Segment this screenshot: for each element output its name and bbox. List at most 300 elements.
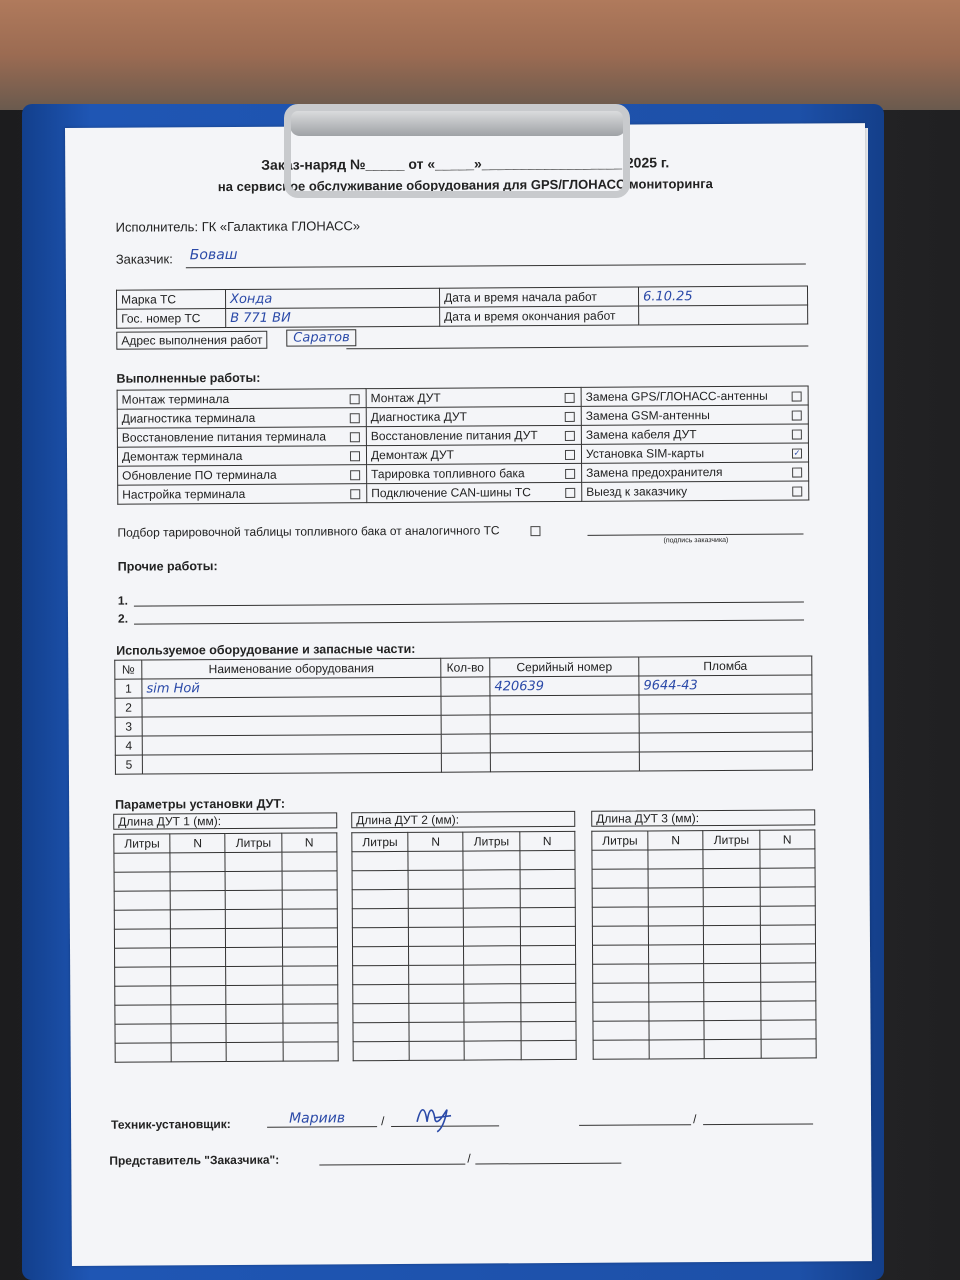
dut-row	[592, 849, 815, 869]
dut-cell[interactable]	[283, 1004, 338, 1023]
dut-header-cell: N	[282, 833, 337, 852]
dut-cell[interactable]	[593, 1040, 649, 1059]
customer-label: Заказчик:	[115, 251, 173, 267]
dut-cell[interactable]	[115, 986, 171, 1005]
dut-table	[113, 832, 338, 1062]
dut-group-title: Длина ДУТ 3 (мм):	[591, 809, 815, 826]
work-item-checkbox[interactable]	[565, 488, 575, 498]
dut-cell[interactable]	[520, 888, 575, 907]
equipment-cell	[490, 695, 639, 715]
dut-header-cell: Литры	[352, 832, 408, 851]
plate-label: Гос. номер ТС	[117, 309, 226, 329]
dut-cell[interactable]	[520, 907, 575, 926]
dut-cell[interactable]	[464, 1003, 520, 1022]
dut-cell[interactable]	[464, 946, 520, 965]
work-item-checkbox[interactable]	[350, 413, 360, 423]
dut-row	[353, 983, 576, 1003]
dut-cell[interactable]	[704, 906, 760, 925]
work-item-checkbox[interactable]	[565, 450, 575, 460]
works-row	[118, 481, 809, 504]
other-line-2	[134, 619, 804, 624]
dut-group-title: Длина ДУТ 2 (мм):	[351, 811, 575, 828]
rep-label: Представитель "Заказчика":	[109, 1152, 280, 1168]
dut-row	[115, 966, 338, 986]
address-line	[346, 345, 808, 349]
dut-cell[interactable]	[649, 945, 704, 964]
work-item-checkbox[interactable]	[350, 394, 360, 404]
dut-row	[593, 1020, 816, 1040]
customer-value: Боваш	[189, 246, 238, 264]
dut-row	[353, 945, 576, 965]
dut-cell[interactable]	[592, 850, 648, 869]
dut-row	[115, 947, 338, 967]
dut-cell[interactable]	[115, 948, 171, 967]
dut-row	[593, 944, 816, 964]
work-item-label: Выезд к заказчику	[586, 484, 688, 499]
dut-row	[593, 1001, 816, 1021]
equipment-cell: 4	[115, 736, 142, 755]
dut-cell[interactable]	[226, 871, 282, 890]
dut-cell[interactable]	[760, 925, 815, 944]
work-item-label: Восстановление питания ДУТ	[370, 428, 538, 444]
dut-cell[interactable]	[464, 1022, 520, 1041]
brand-value: Хонда	[225, 288, 439, 308]
dut-cell[interactable]	[704, 1020, 760, 1039]
dut-row	[115, 1023, 338, 1043]
dut-cell[interactable]	[353, 1041, 409, 1060]
work-item-label: Установка SIM-карты	[585, 446, 705, 461]
dut-cell[interactable]	[465, 1041, 521, 1060]
executor-row	[116, 218, 361, 234]
dut-cell[interactable]	[353, 984, 409, 1003]
dut-row	[592, 868, 815, 888]
dut-row	[114, 909, 337, 929]
dut-cell[interactable]	[760, 982, 815, 1001]
dut-row	[593, 1039, 816, 1059]
dut-cell[interactable]	[649, 1002, 704, 1021]
dut-cell[interactable]	[761, 1020, 816, 1039]
dut-cell[interactable]	[520, 964, 575, 983]
dut-cell[interactable]	[114, 891, 170, 910]
work-item-checkbox[interactable]	[350, 432, 360, 442]
calib-label: Подбор тарировочной таблицы топливного бака от аналогичного ТС	[117, 523, 500, 540]
equipment-header-cell: Кол-во	[441, 658, 490, 677]
dut-row	[352, 907, 575, 927]
dut-cell[interactable]	[593, 983, 649, 1002]
address-label: Адрес выполнения работ	[116, 331, 267, 350]
work-item	[581, 443, 808, 463]
equipment-cell	[441, 753, 490, 772]
start-value: 6.10.25	[638, 286, 807, 306]
end-value	[639, 305, 808, 325]
equipment-header-cell: Пломба	[639, 656, 812, 676]
dut-row	[593, 963, 816, 983]
dut-cell[interactable]	[649, 983, 704, 1002]
dut-cell[interactable]	[409, 946, 464, 965]
dut-header-cell: Литры	[225, 833, 281, 852]
work-item-label: Замена предохранителя	[586, 464, 723, 480]
dut-cell[interactable]	[225, 852, 281, 871]
dut-header-cell: Литры	[592, 831, 648, 850]
rep-slash: /	[467, 1151, 471, 1166]
dut-row	[592, 925, 815, 945]
work-item-checkbox[interactable]	[565, 393, 575, 403]
dut-cell[interactable]	[704, 925, 760, 944]
dut-cell[interactable]	[593, 945, 649, 964]
dut-cell[interactable]	[115, 1043, 171, 1062]
dut-cell[interactable]	[282, 871, 337, 890]
dut-cell[interactable]	[649, 907, 704, 926]
dut-group-title: Длина ДУТ 1 (мм):	[113, 812, 337, 829]
brand-label: Марка ТС	[116, 290, 225, 310]
equipment-cell	[639, 751, 812, 771]
dut-cell[interactable]	[704, 887, 760, 906]
dut-row	[353, 1021, 576, 1041]
dut-cell[interactable]	[352, 851, 408, 870]
dut-cell[interactable]	[520, 983, 575, 1002]
dut-header-cell: N	[648, 831, 703, 850]
dut-cell[interactable]	[114, 929, 170, 948]
dut-cell[interactable]	[353, 1022, 409, 1041]
end-label: Дата и время окончания работ	[440, 306, 639, 326]
executor-value: ГК «Галактика ГЛОНАСС»	[201, 218, 361, 235]
dut-cell[interactable]	[282, 947, 337, 966]
work-item	[117, 427, 366, 448]
background-ground	[0, 0, 960, 110]
work-item	[117, 389, 366, 410]
dut-cell[interactable]	[282, 928, 337, 947]
dut-cell[interactable]	[464, 965, 520, 984]
dut-header-cell: Литры	[114, 834, 170, 853]
dut-cell[interactable]	[226, 985, 282, 1004]
equipment-cell	[639, 713, 812, 733]
dut-cell[interactable]	[760, 963, 815, 982]
dut-cell[interactable]	[282, 852, 337, 871]
dut-row	[592, 887, 815, 907]
equipment-cell	[142, 753, 441, 774]
dut-cell[interactable]	[282, 890, 337, 909]
dut-cell[interactable]	[409, 1003, 464, 1022]
dut-row	[115, 1042, 338, 1062]
calib-checkbox[interactable]	[531, 526, 541, 536]
equipment-cell	[441, 677, 490, 696]
dut-cell[interactable]	[464, 870, 520, 889]
work-item-label: Демонтаж ДУТ	[370, 447, 455, 463]
dut-cell[interactable]	[704, 1001, 760, 1020]
dut-cell[interactable]	[408, 889, 463, 908]
dut-cell[interactable]	[282, 909, 337, 928]
dut-cell[interactable]	[592, 926, 648, 945]
dut-header-cell: Литры	[703, 830, 759, 849]
dut-cell[interactable]	[352, 927, 408, 946]
equipment-title: Используемое оборудование и запасные части:	[116, 641, 416, 658]
dut-cell[interactable]	[520, 869, 575, 888]
dut-cell[interactable]	[463, 851, 519, 870]
work-item	[366, 444, 581, 464]
dut-cell[interactable]	[115, 967, 171, 986]
dut-row	[353, 1040, 576, 1060]
work-item-checkbox[interactable]	[565, 412, 575, 422]
dut-cell[interactable]	[352, 870, 408, 889]
dut-cell[interactable]	[593, 1021, 649, 1040]
dut-cell[interactable]	[592, 907, 648, 926]
address-value: Саратов	[286, 329, 357, 346]
dut-cell[interactable]	[353, 1003, 409, 1022]
dut-cell[interactable]	[464, 984, 520, 1003]
customer-sign-caption: (подпись заказчика)	[663, 536, 729, 545]
dut-cell[interactable]	[171, 986, 226, 1005]
work-item-checkbox[interactable]	[792, 411, 802, 421]
equipment-cell	[142, 715, 441, 736]
dut-cell[interactable]	[226, 1004, 282, 1023]
dut-row	[114, 928, 337, 948]
equipment-header-cell: Наименование оборудования	[142, 658, 441, 679]
dut-row	[114, 890, 337, 910]
dut-header-cell: N	[408, 832, 463, 851]
dut-cell[interactable]	[170, 853, 225, 872]
second-name-line	[579, 1124, 691, 1126]
work-item	[367, 463, 582, 483]
dut-cell[interactable]	[593, 1002, 649, 1021]
dut-cell[interactable]	[760, 868, 815, 887]
dut-cell[interactable]	[115, 1005, 171, 1024]
equipment-cell: 9644-43	[639, 675, 812, 695]
dut-cell[interactable]	[171, 910, 226, 929]
metal-clip	[284, 104, 630, 198]
dut-cell[interactable]	[408, 870, 463, 889]
equipment-cell	[441, 715, 490, 734]
work-item-checkbox[interactable]	[350, 451, 360, 461]
equipment-cell	[142, 696, 441, 717]
dut-cell[interactable]	[352, 908, 408, 927]
equipment-header-cell: №	[115, 660, 142, 679]
work-item-checkbox[interactable]	[792, 392, 802, 402]
work-item-label: Восстановление питания терминала	[121, 429, 327, 445]
dut-row	[352, 869, 575, 889]
dut-cell[interactable]	[760, 849, 815, 868]
dut-row	[592, 906, 815, 926]
dut-cell[interactable]	[592, 888, 648, 907]
equipment-row	[115, 751, 812, 774]
dut-cell[interactable]	[171, 948, 226, 967]
dut-cell[interactable]	[114, 872, 170, 891]
dut-cell[interactable]	[593, 964, 649, 983]
dut-cell[interactable]	[170, 891, 225, 910]
work-order-sheet	[65, 123, 872, 1266]
dut-cell[interactable]	[704, 982, 760, 1001]
work-item	[581, 405, 808, 425]
works-table	[117, 385, 810, 504]
dut-cell[interactable]	[704, 868, 760, 887]
work-item	[118, 465, 367, 486]
work-item-label: Диагностика ДУТ	[370, 409, 467, 425]
dut-cell[interactable]	[521, 1021, 576, 1040]
start-label: Дата и время начала работ	[439, 287, 638, 307]
work-item	[366, 406, 581, 426]
dut-row	[352, 926, 575, 946]
dut-cell[interactable]	[648, 869, 703, 888]
dut-cell[interactable]	[115, 1024, 171, 1043]
dut-cell[interactable]	[226, 890, 282, 909]
dut-cell[interactable]	[648, 850, 703, 869]
dut-row	[352, 850, 575, 870]
dut-cell[interactable]	[226, 909, 282, 928]
dut-cell[interactable]	[283, 1023, 338, 1042]
dut-cell[interactable]	[282, 985, 337, 1004]
dut-title: Параметры установки ДУТ:	[115, 796, 286, 812]
dut-cell[interactable]	[353, 946, 409, 965]
work-item-checkbox[interactable]	[792, 430, 802, 440]
dut-cell[interactable]	[226, 966, 282, 985]
equipment-cell	[490, 752, 639, 772]
dut-row	[353, 1002, 576, 1022]
dut-cell[interactable]	[520, 945, 575, 964]
equipment-cell	[142, 734, 441, 755]
dut-row	[353, 964, 576, 984]
dut-cell[interactable]	[409, 1041, 464, 1060]
work-item-checkbox[interactable]	[565, 469, 575, 479]
equipment-cell: 3	[115, 717, 142, 736]
dut-cell[interactable]	[409, 965, 464, 984]
dut-cell[interactable]	[114, 910, 170, 929]
dut-cell[interactable]	[649, 1040, 704, 1059]
dut-cell[interactable]	[171, 1043, 226, 1062]
dut-cell[interactable]	[521, 1040, 576, 1059]
work-item	[581, 386, 808, 406]
equipment-cell	[639, 694, 812, 714]
work-item-checkbox[interactable]	[792, 487, 802, 497]
dut-cell[interactable]	[226, 947, 282, 966]
equipment-header-cell: Серийный номер	[490, 657, 639, 677]
dut-cell[interactable]	[409, 984, 464, 1003]
dut-cell[interactable]	[464, 927, 520, 946]
work-item	[366, 387, 581, 407]
dut-row	[352, 888, 575, 908]
dut-cell[interactable]	[464, 889, 520, 908]
dut-cell[interactable]	[409, 1022, 464, 1041]
dut-cell[interactable]	[171, 929, 226, 948]
second-sign-line	[703, 1123, 813, 1125]
tech-label: Техник-установщик:	[111, 1117, 231, 1132]
dut-cell[interactable]	[703, 849, 759, 868]
second-slash: /	[693, 1112, 697, 1127]
dut-cell[interactable]	[171, 1024, 226, 1043]
work-item-label: Диагностика терминала	[121, 410, 256, 426]
work-item-label: Монтаж терминала	[121, 392, 230, 407]
dut-cell[interactable]	[520, 926, 575, 945]
dut-cell[interactable]	[592, 869, 648, 888]
work-item-label: Монтаж ДУТ	[370, 390, 441, 406]
dut-cell[interactable]	[408, 851, 463, 870]
dut-cell[interactable]	[409, 908, 464, 927]
work-item-label: Тарировка топливного бака	[371, 466, 525, 482]
dut-cell[interactable]	[521, 1002, 576, 1021]
dut-cell[interactable]	[464, 908, 520, 927]
dut-row	[114, 852, 337, 872]
dut-header-cell: N	[170, 834, 225, 853]
dut-cell[interactable]	[283, 1042, 338, 1061]
dut-cell[interactable]	[170, 872, 225, 891]
customer-line	[186, 263, 806, 268]
dut-cell[interactable]	[353, 965, 409, 984]
dut-cell[interactable]	[114, 853, 170, 872]
dut-cell[interactable]	[520, 850, 575, 869]
work-item-label: Настройка терминала	[122, 486, 246, 502]
work-item-label: Замена GPS/ГЛОНАСС-антенны	[585, 388, 768, 404]
dut-cell[interactable]	[226, 1023, 282, 1042]
work-item	[582, 481, 809, 501]
dut-cell[interactable]	[760, 906, 815, 925]
dut-row	[115, 1004, 338, 1024]
dut-cell[interactable]	[761, 1039, 816, 1058]
dut-cell[interactable]	[171, 1005, 226, 1024]
plate-value: В 771 ВИ	[226, 307, 440, 327]
dut-cell[interactable]	[760, 887, 815, 906]
dut-cell[interactable]	[226, 928, 282, 947]
equipment-cell: 5	[115, 755, 142, 774]
work-item-label: Обновление ПО терминала	[122, 467, 277, 483]
work-item-checkbox[interactable]	[350, 489, 360, 499]
work-item-checkbox[interactable]: ✓	[793, 448, 801, 458]
work-item-checkbox[interactable]	[792, 468, 802, 478]
dut-cell[interactable]	[705, 1039, 761, 1058]
equipment-cell	[441, 696, 490, 715]
dut-cell[interactable]	[704, 963, 760, 982]
dut-row	[593, 982, 816, 1002]
other-line-1	[134, 601, 804, 606]
work-item	[367, 482, 582, 502]
other-item-2: 2.	[117, 611, 129, 626]
dut-cell[interactable]	[760, 944, 815, 963]
dut-cell[interactable]	[704, 944, 760, 963]
dut-cell[interactable]	[409, 927, 464, 946]
work-item-checkbox[interactable]	[565, 431, 575, 441]
work-item-label: Демонтаж терминала	[121, 448, 243, 464]
dut-cell[interactable]	[649, 964, 704, 983]
tech-signature	[411, 1096, 461, 1136]
dut-cell[interactable]	[649, 926, 704, 945]
dut-table	[351, 831, 576, 1061]
equipment-cell: 1	[115, 679, 142, 698]
equipment-cell	[490, 733, 639, 753]
dut-cell[interactable]	[648, 888, 703, 907]
work-item	[366, 425, 581, 445]
dut-cell[interactable]	[352, 889, 408, 908]
work-item	[581, 424, 808, 444]
equipment-cell: 2	[115, 698, 142, 717]
work-item-checkbox[interactable]	[350, 470, 360, 480]
dut-cell[interactable]	[761, 1001, 816, 1020]
customer-sign-line	[587, 533, 803, 535]
dut-table	[591, 829, 816, 1059]
tech-name-line	[267, 1126, 377, 1128]
tech-name: Мариив	[289, 1110, 346, 1127]
equipment-cell: sim Ной	[142, 677, 441, 698]
dut-cell[interactable]	[171, 967, 226, 986]
work-item-label: Замена кабеля ДУТ	[585, 427, 697, 442]
title-line-1: Заказ-наряд №_____ от «_____»__________________ 2025 г.	[261, 154, 670, 173]
dut-header-cell: Литры	[463, 832, 519, 851]
dut-cell[interactable]	[649, 1021, 704, 1040]
dut-row	[114, 871, 337, 891]
equipment-cell	[490, 714, 639, 734]
dut-header-cell: N	[760, 830, 815, 849]
work-item	[118, 484, 367, 505]
work-item	[582, 462, 809, 482]
dut-cell[interactable]	[227, 1042, 283, 1061]
dut-cell[interactable]	[282, 966, 337, 985]
dut-row	[115, 985, 338, 1005]
